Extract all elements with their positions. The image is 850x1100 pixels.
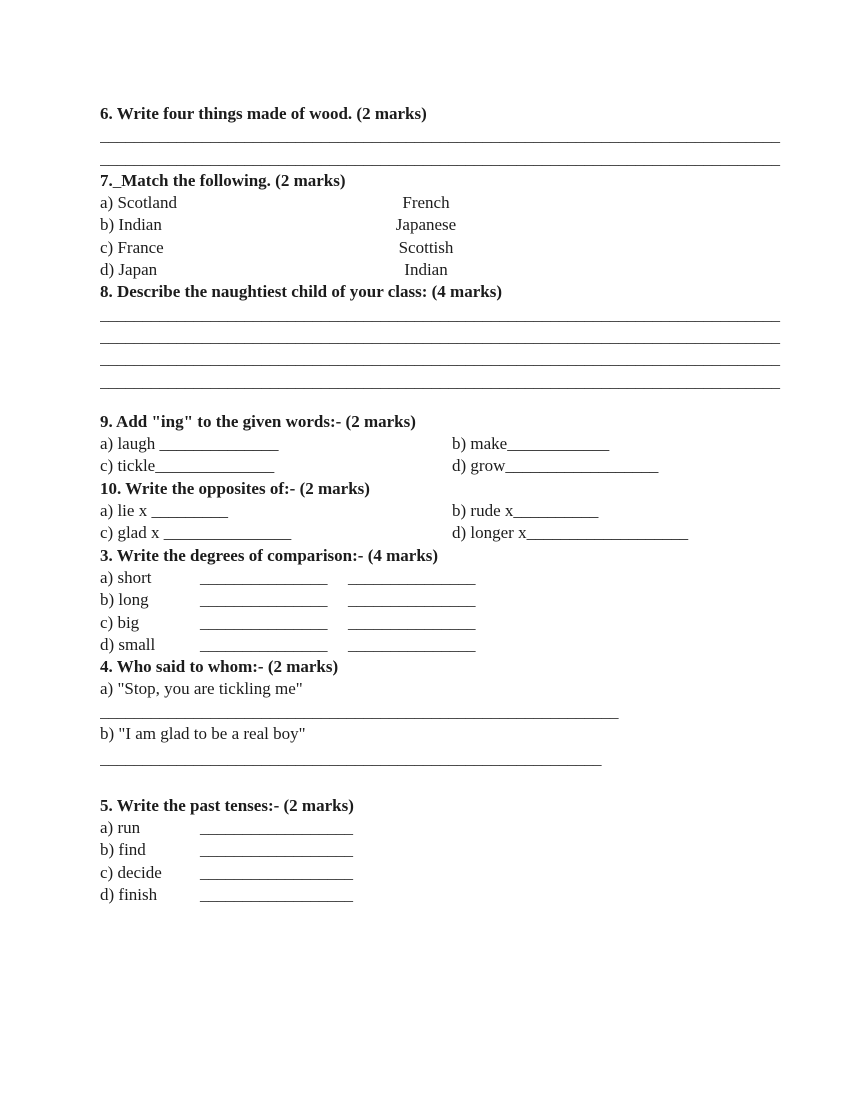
match-left-item: c) France	[100, 237, 164, 257]
verb-label: a) run	[100, 817, 141, 837]
answer-blank: _______________	[348, 612, 476, 632]
answer-blank: _______________	[200, 634, 328, 654]
match-row	[100, 237, 784, 259]
match-left-item: a) Scotland	[100, 193, 177, 213]
quote-item: b) "I am glad to be a real boy"	[100, 724, 306, 744]
comparison-row	[100, 589, 784, 611]
match-right-item: Japanese	[395, 215, 457, 235]
match-left-item: b) Indian	[100, 215, 162, 235]
comparison-word: a) short	[100, 567, 152, 587]
fill-in-row	[100, 455, 784, 477]
comparison-row	[100, 612, 784, 634]
comparison-row	[100, 567, 784, 589]
fill-in-item: c) glad x _______________	[100, 523, 292, 543]
answer-blank: _______________	[348, 590, 476, 610]
question-6-heading: 6. Write four things made of wood. (2 marks)	[100, 104, 427, 123]
underline-space-mark: _	[112, 170, 122, 190]
answer-line: ___________________________________________________________	[100, 749, 602, 769]
answer-blank: _______________	[200, 567, 328, 587]
answer-blank: __________________	[200, 817, 353, 837]
comparison-word: b) long	[100, 590, 149, 610]
answer-line: ________________________________________________________________________________	[100, 148, 780, 168]
answer-blank: __________________	[200, 840, 353, 860]
past-tense-row	[100, 839, 784, 861]
match-right-item: French	[402, 193, 450, 213]
answer-line: ________________________________________________________________________________	[100, 304, 780, 324]
fill-in-item: b) make____________	[452, 434, 610, 454]
fill-in-item: d) grow__________________	[452, 456, 659, 476]
match-left-item: d) Japan	[100, 260, 158, 280]
match-row	[100, 259, 784, 281]
question-7-number: 7.	[100, 170, 113, 190]
question-5-heading: 5. Write the past tenses:- (2 marks)	[100, 795, 354, 815]
answer-blank: _______________	[200, 590, 328, 610]
quote-item: a) "Stop, you are tickling me"	[100, 679, 303, 699]
match-row	[100, 214, 784, 236]
fill-in-item: c) tickle______________	[100, 456, 275, 476]
verb-label: d) finish	[100, 884, 158, 904]
answer-blank: _______________	[200, 612, 328, 632]
worksheet-content	[100, 103, 784, 906]
fill-in-item: a) lie x _________	[100, 501, 228, 521]
answer-line: ________________________________________________________________________________	[100, 126, 780, 146]
past-tense-row	[100, 817, 784, 839]
question-10-heading: 10. Write the opposites of:- (2 marks)	[100, 478, 370, 498]
question-3-heading: 3. Write the degrees of comparison:- (4 marks)	[100, 545, 439, 565]
past-tense-row	[100, 884, 784, 906]
match-right-item: Indian	[404, 260, 448, 280]
fill-in-item: d) longer x___________________	[452, 523, 689, 543]
comparison-row	[100, 634, 784, 656]
question-9-heading: 9. Add "ing" to the given words:- (2 marks)	[100, 411, 416, 431]
question-4-heading: 4. Who said to whom:- (2 marks)	[100, 657, 339, 677]
answer-blank: _______________	[348, 634, 476, 654]
past-tense-row	[100, 862, 784, 884]
fill-in-item: a) laugh ______________	[100, 434, 279, 454]
fill-in-row	[100, 500, 784, 522]
answer-line: ________________________________________________________________________________	[100, 326, 780, 346]
fill-in-row	[100, 522, 784, 544]
answer-line: ________________________________________________________________________________	[100, 349, 780, 369]
verb-label: c) decide	[100, 862, 162, 882]
match-right-item: Scottish	[398, 237, 454, 257]
verb-label: b) find	[100, 840, 146, 860]
match-row	[100, 192, 784, 214]
question-8-heading: 8. Describe the naughtiest child of your class: (4 marks)	[100, 282, 502, 302]
answer-blank: __________________	[200, 862, 353, 882]
answer-line: _____________________________________________________________	[100, 701, 619, 721]
answer-blank: __________________	[200, 884, 353, 904]
question-7-heading	[100, 170, 784, 192]
answer-line: ________________________________________________________________________________	[100, 371, 780, 391]
comparison-word: d) small	[100, 634, 156, 654]
answer-blank: _______________	[348, 567, 476, 587]
question-7-title: Match the following. (2 marks)	[121, 170, 346, 190]
comparison-word: c) big	[100, 612, 140, 632]
fill-in-item: b) rude x__________	[452, 501, 599, 521]
fill-in-row	[100, 433, 784, 455]
